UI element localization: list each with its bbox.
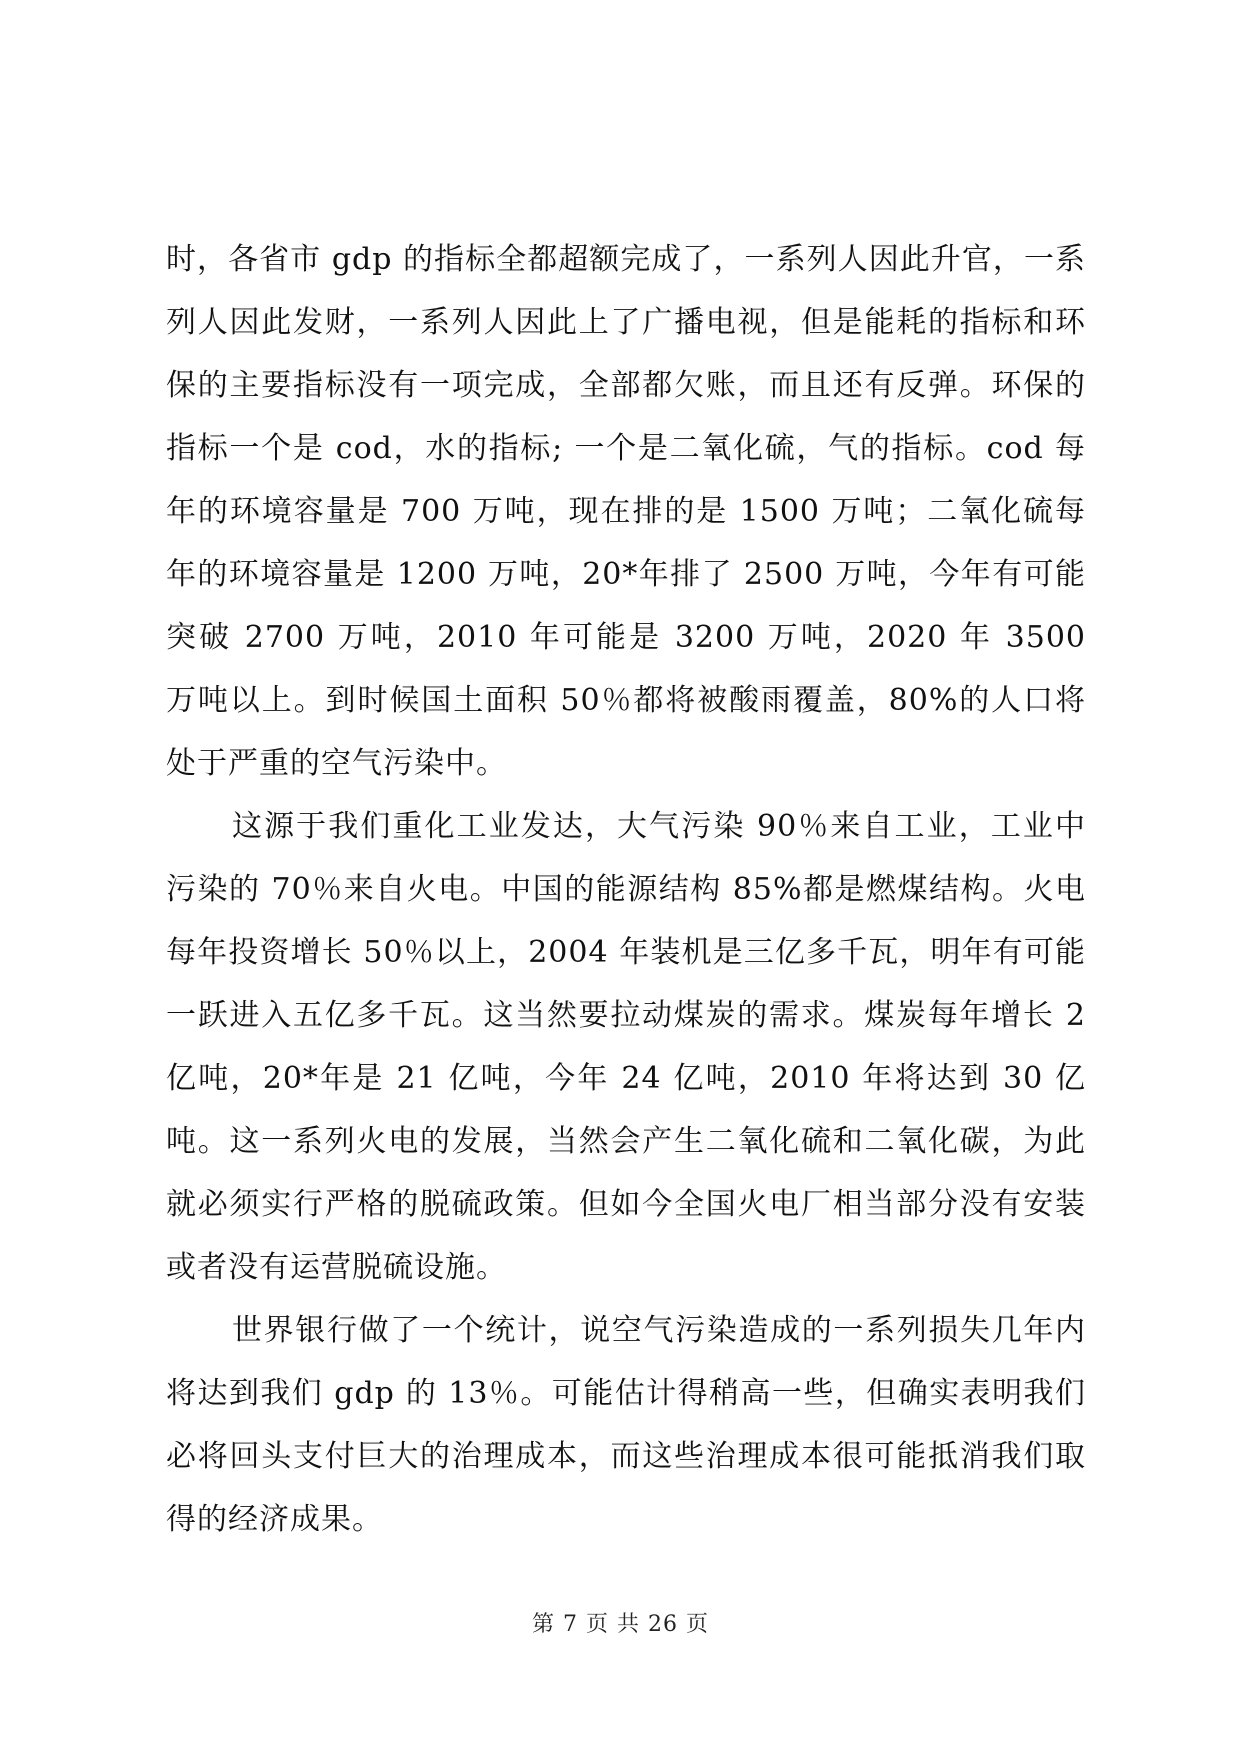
paragraph-1: 时，各省市 gdp 的指标全都超额完成了，一系列人因此升官，一系列人因此发财，一系列人因此上了广播电视，但是能耗的指标和环保的主要指标没有一项完成，全部都欠账，而且还有反弹。环保的指标一个是 cod，水的指标; 一个是二氧化硫，气的指标。cod 每年的环境容量是 700 万吨，现在排的是 1500 万吨；二氧化硫每年的环境容量是 1200 万吨，20*年排了 2500 万吨，今年有可能突破 2700 万吨，2010 年可能是 3200 万吨，2020 年 3500 万吨以上。到时候国土面积 50％都将被酸雨覆盖，80%的人口将处于严重的空气污染中。 — [166, 242, 1086, 781]
body-text — [166, 228, 1086, 1551]
paragraph-2: 这源于我们重化工业发达，大气污染 90％来自工业，工业中污染的 70％来自火电。中国的能源结构 85%都是燃煤结构。火电每年投资增长 50％以上，2004 年装机是三亿多千瓦，明年有可能一跃进入五亿多千瓦。这当然要拉动煤炭的需求。煤炭每年增长 2 亿吨，20*年是 21 亿吨，今年 24 亿吨，2010 年将达到 30 亿吨。这一系列火电的发展，当然会产生二氧化硫和二氧化碳，为此就必须实行严格的脱硫政策。但如今全国火电厂相当部分没有安装或者没有运营脱硫设施。 — [166, 809, 1086, 1285]
page-number-footer: 第 7 页 共 26 页 — [532, 1612, 709, 1637]
paragraph-3: 世界银行做了一个统计，说空气污染造成的一系列损失几年内将达到我们 gdp 的 13％。可能估计得稍高一些，但确实表明我们必将回头支付巨大的治理成本，而这些治理成本很可能抵消我们取得的经济成果。 — [166, 1313, 1086, 1537]
